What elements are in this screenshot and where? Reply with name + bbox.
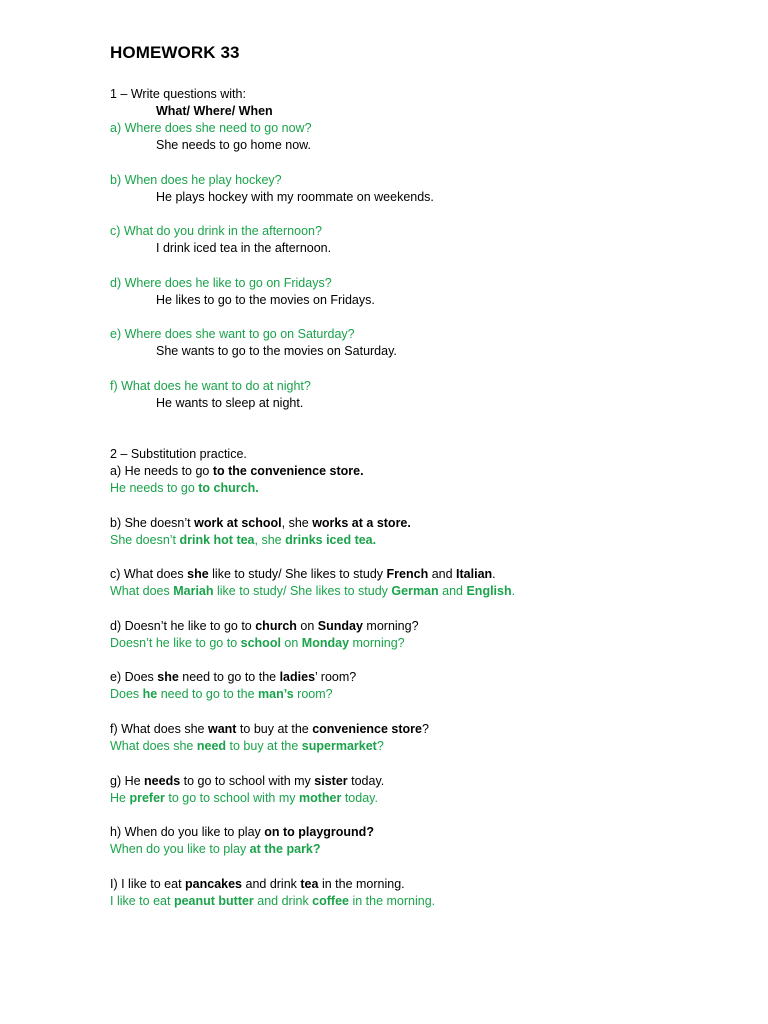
answer-line: He likes to go to the movies on Fridays. <box>156 292 375 307</box>
answer-line: She wants to go to the movies on Saturday. <box>156 344 397 358</box>
prompt-line: I) I like to eat pancakes and drink tea in the morning. <box>110 876 405 891</box>
section1-subheading: What/ Where/ When <box>156 104 273 118</box>
question-line: a) Where does she need to go now? <box>110 121 312 135</box>
section2-heading: 2 – Substitution practice. <box>110 447 247 461</box>
substitution-answer-line: I like to eat peanut butter and drink coffee in the morning. <box>110 893 436 908</box>
substitution-answer-line: Does he need to go to the man’s room? <box>110 687 333 702</box>
substitution-answer-line: She doesn’t drink hot tea, she drinks iced tea. <box>110 532 377 547</box>
substitution-answer-line: Doesn’t he like to go to school on Monday morning? <box>110 635 405 650</box>
question-line: e) Where does she want to go on Saturday? <box>110 327 355 341</box>
substitution-answer-line: What does she need to buy at the supermarket? <box>110 739 384 753</box>
substitution-answer-line: He needs to go to church. <box>110 481 259 495</box>
prompt-line: b) She doesn’t work at school, she works at a store. <box>110 515 411 530</box>
prompt-line: f) What does she want to buy at the convenience store? <box>110 722 429 736</box>
question-line: c) What do you drink in the afternoon? <box>110 224 322 238</box>
prompt-line: h) When do you like to play on to playground? <box>110 825 374 840</box>
question-line: b) When does he play hockey? <box>110 172 282 187</box>
section1-heading: 1 – Write questions with: <box>110 87 246 101</box>
substitution-answer-line: He prefer to go to school with my mother today. <box>110 790 378 805</box>
question-line: d) Where does he like to go on Fridays? <box>110 275 332 290</box>
prompt-line: d) Doesn’t he like to go to church on Sunday morning? <box>110 618 419 633</box>
page-title: HOMEWORK 33 <box>110 43 240 62</box>
prompt-line: g) He needs to go to school with my sister today. <box>110 773 385 788</box>
answer-line: She needs to go home now. <box>156 138 311 152</box>
substitution-answer-line: When do you like to play at the park? <box>110 842 321 857</box>
question-line: f) What does he want to do at night? <box>110 378 311 393</box>
prompt-line: a) He needs to go to the convenience store. <box>110 464 364 478</box>
answer-line: I drink iced tea in the afternoon. <box>156 241 332 255</box>
answer-line: He plays hockey with my roommate on weekends. <box>156 189 434 204</box>
prompt-line: c) What does she like to study/ She likes to study French and Italian. <box>110 567 496 582</box>
prompt-line: e) Does she need to go to the ladies’ room? <box>110 670 357 685</box>
answer-line: He wants to sleep at night. <box>156 395 304 410</box>
substitution-answer-line: What does Mariah like to study/ She likes to study German and English. <box>110 584 516 599</box>
